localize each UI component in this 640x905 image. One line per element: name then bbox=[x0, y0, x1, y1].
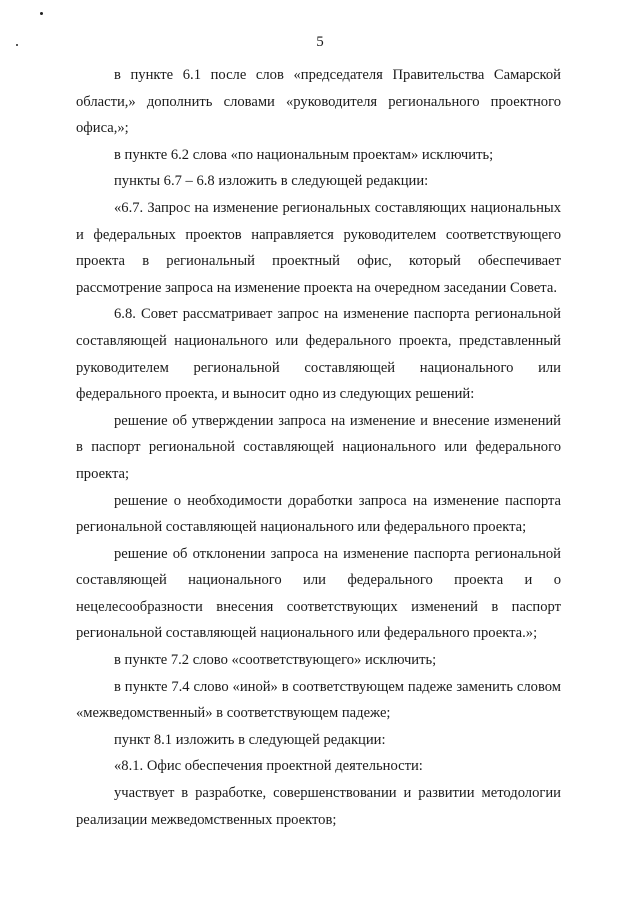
paragraph: в пункте 6.1 после слов «председателя Правительства Самарской области,» дополнить словами «руководителя регионального проектного офиса,»; bbox=[76, 67, 561, 137]
paragraph: в пункте 7.2 слово «соответствующего» исключить; bbox=[114, 652, 437, 669]
paragraph: решение о необходимости доработки запроса на изменение паспорта региональной составляющей национального или федерального проекта; bbox=[76, 492, 561, 536]
document-body bbox=[76, 62, 561, 833]
paragraph: пункт 8.1 изложить в следующей редакции: bbox=[114, 731, 386, 748]
paragraph: решение об отклонении запроса на изменение паспорта региональной составляющей национального или федерального проекта и о нецелесообразности внесения соответствующих изменений в паспорт региональной составляющей национального или федерального проекта.»; bbox=[76, 545, 561, 642]
paragraph: «6.7. Запрос на изменение региональных составляющих национальных и федеральных проектов направляется руководителем соответствующего проекта в региональный проектный офис, который обеспечивает рассмотрение запроса на изменение проекта на очередном заседании Совета. bbox=[76, 199, 561, 296]
paragraph: участвует в разработке, совершенствовании и развитии методологии реализации межведомственных проектов; bbox=[76, 785, 561, 828]
paragraph: 6.8. Совет рассматривает запрос на изменение паспорта региональной составляющей национального или федерального проекта, представленный руководителем региональной составляющей национального или федерального проекта, и выносит одно из следующих решений: bbox=[76, 306, 561, 403]
paragraph: в пункте 6.2 слова «по национальным проектам» исключить; bbox=[114, 146, 494, 163]
page-number: 5 bbox=[316, 34, 324, 50]
scan-speck bbox=[40, 12, 43, 15]
paragraph: пункты 6.7 – 6.8 изложить в следующей редакции: bbox=[114, 173, 429, 190]
paragraph: решение об утверждении запроса на изменение и внесение изменений в паспорт региональной составляющей национального или федерального проекта; bbox=[76, 412, 561, 482]
paragraph: в пункте 7.4 слово «иной» в соответствующем падеже заменить словом «межведомственный» в соответствующем падеже; bbox=[76, 678, 561, 722]
paragraph: «8.1. Офис обеспечения проектной деятельности: bbox=[114, 758, 423, 775]
